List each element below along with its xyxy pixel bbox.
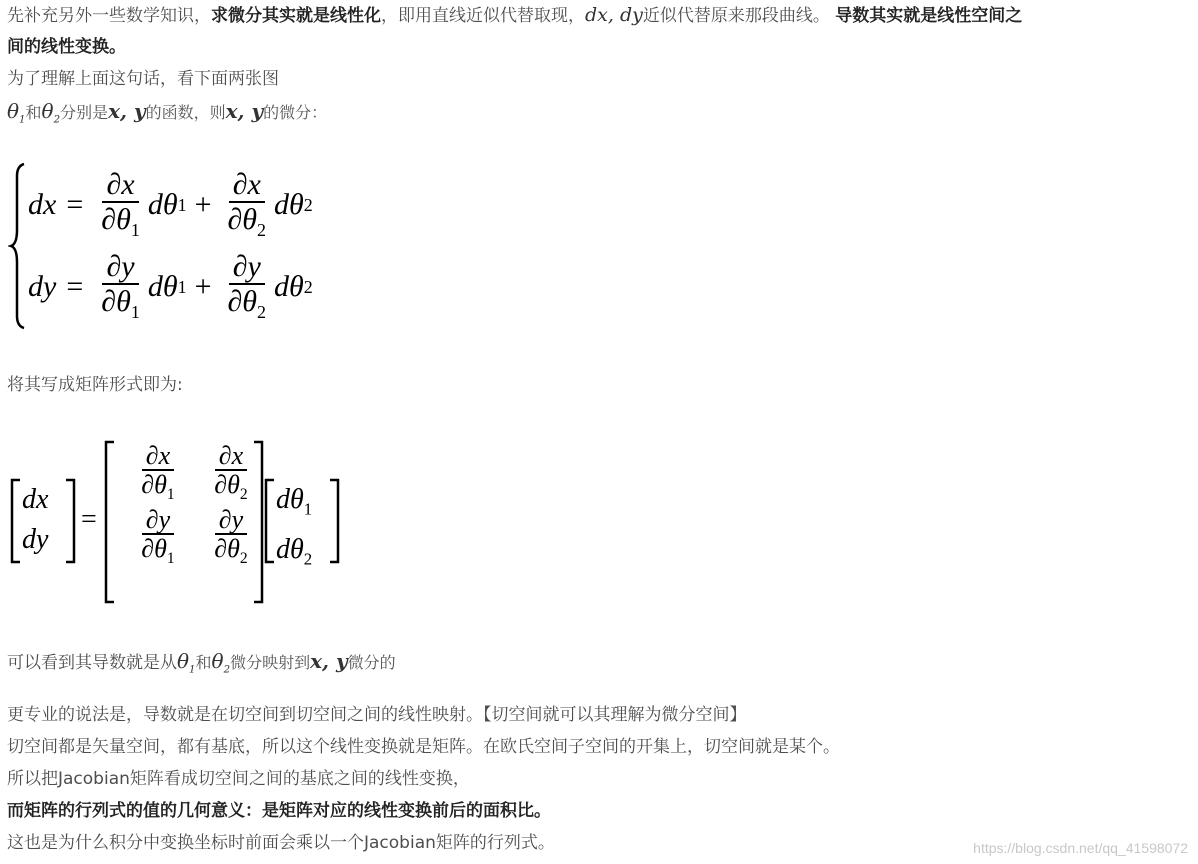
body-text: 所以把Jacobian矩阵看成切空间之间的基底之间的线性变换， (7, 769, 470, 789)
subscript: 1 (166, 550, 175, 568)
numerator: ∂y (229, 251, 265, 285)
equation-system (8, 160, 328, 332)
intro-bold-text: 导数其实就是线性空间之 (835, 6, 1023, 26)
intro-bold-text: 求微分其实就是线性化 (211, 6, 381, 26)
matrix-caption (7, 372, 183, 398)
denominator: ∂θ (141, 470, 167, 500)
body-text: 更专业的说法是，导数就是在切空间到切空间之间的线性映射。【切空间就可以其理解为微分空间】 (7, 705, 747, 725)
intro-bold-text: 间的线性变换。 (7, 37, 126, 57)
after-line-2 (7, 702, 747, 728)
inline-math: 2 (53, 114, 61, 126)
numerator: ∂y (102, 251, 138, 285)
intro-text: 先补充另外一些数学知识， (7, 6, 211, 26)
subscript: 1 (166, 486, 175, 504)
subscript: 2 (303, 549, 313, 569)
lhs-vector (22, 480, 48, 560)
denominator: ∂θ (227, 284, 258, 318)
inline-math: θ (211, 649, 224, 673)
denominator: ∂θ (141, 533, 167, 563)
inline-math: 1 (19, 114, 26, 126)
numerator: ∂x (215, 442, 247, 471)
matrix-equation (8, 438, 348, 606)
inline-math: 2 (223, 664, 231, 676)
plus-sign: + (194, 270, 212, 303)
intro-line-4 (7, 98, 327, 133)
equals-sign: = (66, 188, 84, 221)
equals-sign: = (81, 504, 97, 535)
caption-text: 将其写成矩阵形式即为: (7, 375, 183, 395)
dx-term: dx (28, 188, 57, 221)
dtheta-term: dθ (147, 188, 178, 221)
subscript: 1 (177, 194, 187, 215)
subscript: 2 (303, 194, 313, 215)
body-text: 这也是为什么积分中变换坐标时前面会乘以一个Jacobian矩阵的行列式。 (7, 833, 555, 853)
fraction (202, 442, 260, 504)
inline-math: x, y (225, 99, 264, 123)
subscript: 1 (130, 219, 140, 240)
subscript: 2 (303, 276, 313, 297)
after-line-1 (7, 648, 396, 683)
intro-text: ，即用直线近似代替取现， (381, 6, 585, 26)
denominator: ∂θ (101, 202, 131, 236)
fraction (223, 169, 270, 240)
inline-math: dx, dy (585, 4, 643, 26)
inline-math: θ (7, 99, 20, 123)
numerator: ∂y (215, 506, 247, 535)
dy-term: dy (22, 524, 49, 555)
body-text: 切空间都是矢量空间，都有基底，所以这个线性变换就是矩阵。在欧氏空间子空间的开集上，切空间就是某个。 (7, 737, 840, 757)
dtheta-term: dθ (274, 270, 304, 303)
inline-math: θ (41, 99, 54, 123)
inline-text: 分别是 (60, 103, 109, 122)
left-brace (8, 160, 28, 332)
body-text: 可以看到其导数就是从 (7, 653, 177, 673)
inline-text: 和 (195, 653, 212, 672)
dx-term: dx (22, 484, 49, 515)
intro-text: 近似代替原来那段曲线。 (642, 6, 836, 26)
dy-term: dy (28, 270, 57, 303)
intro-line-3 (7, 66, 279, 92)
plus-sign: + (194, 188, 212, 221)
numerator: ∂x (229, 169, 265, 203)
fraction (122, 506, 194, 568)
equation-dy (28, 252, 313, 322)
denominator: ∂θ (214, 533, 240, 563)
inline-math: 1 (189, 664, 196, 676)
equals-sign: = (66, 270, 84, 303)
inline-math: x, y (108, 99, 146, 123)
inline-text: 微分映射到 (230, 653, 311, 672)
watermark: https://blog.csdn.net/qq_41598072 (973, 840, 1188, 856)
rhs-vector (276, 480, 312, 579)
equation-dx (28, 170, 313, 240)
intro-line-1 (7, 2, 1022, 29)
after-line-4 (7, 766, 470, 792)
denominator: ∂θ (214, 470, 240, 500)
numerator: ∂y (142, 506, 174, 535)
subscript: 1 (303, 499, 313, 519)
inline-math: θ (177, 649, 190, 673)
subscript: 2 (257, 219, 267, 240)
subscript: 1 (177, 276, 187, 297)
inline-text: 微分的 (347, 653, 396, 672)
inline-math: x, y (310, 649, 348, 673)
intro-text: 为了理解上面这句话，看下面两张图 (7, 69, 279, 89)
denominator: ∂θ (101, 284, 131, 318)
numerator: ∂x (102, 169, 138, 203)
denominator: ∂θ (227, 202, 258, 236)
inline-text: 和 (25, 103, 42, 122)
inline-text: 的函数，则 (145, 103, 226, 122)
fraction (97, 169, 144, 240)
intro-line-2 (7, 34, 126, 60)
bold-conclusion: 而矩阵的行列式的值的几何意义：是矩阵对应的线性变换前后的面积比。 (7, 801, 551, 821)
fraction (122, 442, 194, 504)
dtheta-term: dθ (274, 188, 304, 221)
after-line-5 (7, 798, 551, 824)
fraction (223, 251, 270, 322)
subscript: 2 (257, 301, 267, 322)
dtheta-term: dθ (276, 533, 304, 565)
jacobian-matrix (118, 442, 264, 567)
subscript: 2 (239, 486, 248, 504)
subscript: 1 (130, 301, 140, 322)
after-line-3 (7, 734, 840, 760)
subscript: 2 (239, 550, 248, 568)
fraction (97, 251, 144, 322)
fraction (202, 506, 260, 568)
dtheta-term: dθ (147, 270, 178, 303)
inline-text: 的微分： (263, 103, 328, 122)
numerator: ∂x (142, 442, 174, 471)
after-line-6 (7, 830, 555, 856)
dtheta-term: dθ (276, 484, 304, 515)
